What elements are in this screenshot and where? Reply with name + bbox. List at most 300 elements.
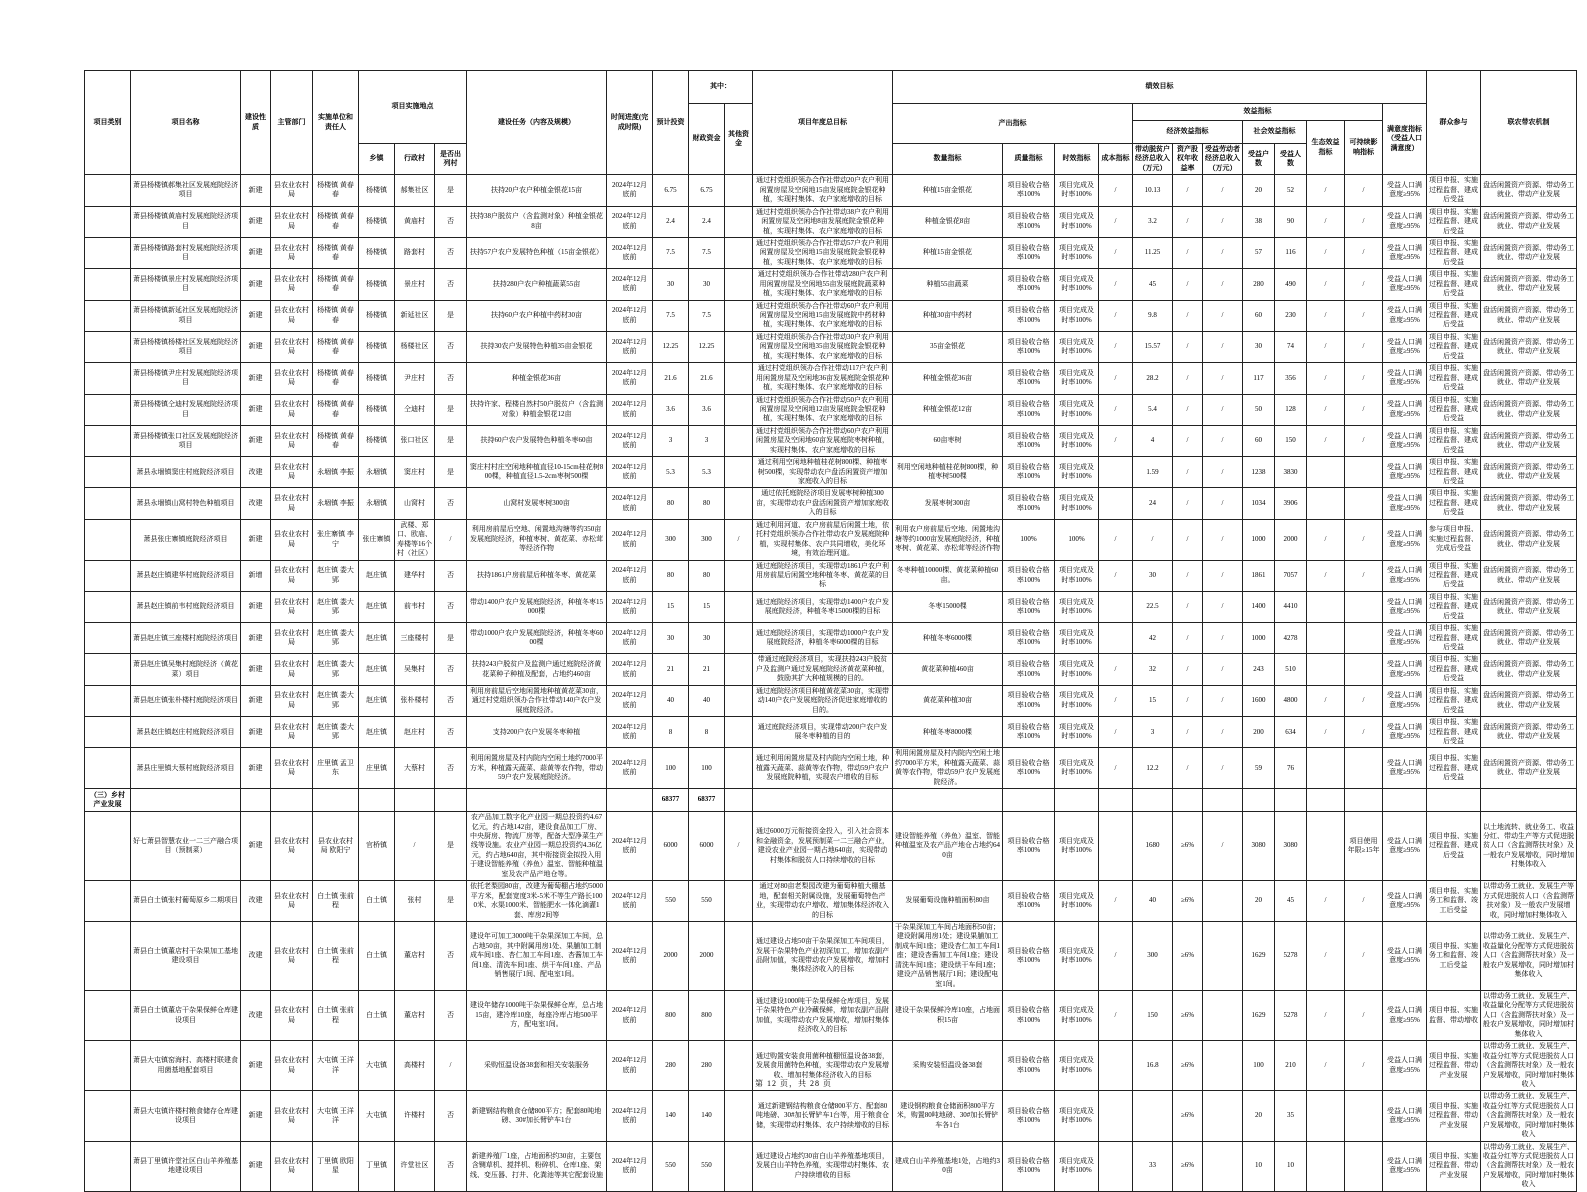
table-cell: 800 [653,991,689,1041]
table-cell: 县农业农村局 [271,591,313,622]
table-cell: 通过建设占地50亩干杂果深加工车间项目，发展干杂果特色产业初深加工，增加农副产品附加值，实现带动农户发展增收，增加村集体经济收入的目标 [753,921,893,990]
table-cell: / [1173,206,1203,237]
table-cell: 新建 [241,1041,271,1091]
table-cell: 盘活闲置资产资源、带动务工就业、带动产业发展 [1481,331,1577,362]
table-cell [1133,1091,1173,1141]
table-cell [725,717,753,748]
table-cell: 萧县赵庄镇张朴楼村庭院经济项目 [131,685,241,716]
table-cell: 230 [1275,300,1307,331]
table-cell [725,685,753,716]
table-cell [85,394,131,425]
table-cell: 12.25 [689,331,725,362]
table-cell [1307,457,1345,488]
section-row [85,789,1577,812]
table-cell: 盘活闲置资产资源、带动务工就业、带动产业发展 [1481,457,1577,488]
table-cell: / [1345,394,1383,425]
table-cell: 大屯镇 王洋洋 [313,1091,359,1141]
table-row [85,331,1577,362]
table-row [85,560,1577,591]
table-cell: / [1345,921,1383,990]
table-cell: 6.75 [653,175,689,206]
table-cell: 盘活闲置资产资源、带动务工就业、带动产业发展 [1481,717,1577,748]
table-cell: 萧县杨楼镇新延社区发展庭院经济项目 [131,300,241,331]
table-cell: 项目完成及时率100% [1055,1091,1099,1141]
table-cell: / [1099,717,1133,748]
table-cell: 利用闲置房屋及村内院内空闲土地约7000平方米，种植露天蔬菜、蒜黄等农作物，带动59户农户发展庭院经济。 [893,748,1003,789]
table-cell: 盘活闲置资产资源、带动务工就业、带动产业发展 [1481,519,1577,560]
table-cell: 项目完成及时率100% [1055,812,1099,881]
table-cell: 2024年12月底前 [607,921,653,990]
table-cell [1307,591,1345,622]
table-cell: 8 [689,717,725,748]
table-cell: 项目验收合格率100% [1003,654,1055,685]
table-cell: 扶持许家、程楼自然村50户脱贫户（含监测对象）种植金银花12亩 [467,394,607,425]
table-cell [85,717,131,748]
table-cell: 2000 [653,921,689,990]
table-cell: / [1173,237,1203,268]
table-cell: 受益人口满意度≥95% [1383,812,1427,881]
table-cell: 县农业农村局 [271,881,313,922]
table-cell: 4410 [1275,591,1307,622]
table-cell: 10 [1275,1141,1307,1191]
header-cell: 受益劳动者经济总收入（万元） [1203,144,1243,175]
table-cell: 杨楼镇 黄春春 [313,425,359,456]
table-cell: / [1307,717,1345,748]
table-cell: 项目验收合格率100% [1003,560,1055,591]
table-cell [1307,748,1345,789]
table-cell: 盘活闲置资产资源、带动务工就业、带动产业发展 [1481,300,1577,331]
table-cell [1133,789,1173,812]
table-cell: 扶持38户脱贫户（含监测对象）种植金银花8亩 [467,206,607,237]
header-cell: 时效指标 [1055,144,1099,175]
table-cell: 赵庄镇 娄大郢 [313,717,359,748]
table-cell: 5.3 [689,457,725,488]
table-cell: / [1203,591,1243,622]
header-cell: 受益户数 [1243,144,1275,175]
table-cell: 赵庄镇 [359,591,395,622]
table-cell: 项目完成及时率100% [1055,488,1099,519]
table-cell: 县农业农村局 [271,812,313,881]
table-row [85,685,1577,716]
table-cell: 2024年12月底前 [607,748,653,789]
table-cell [85,748,131,789]
table-cell: 项目申报、实施过程监督、建成后受益 [1427,717,1481,748]
table-cell: 7.5 [653,300,689,331]
table-cell: / [1345,560,1383,591]
table-cell: 3830 [1275,457,1307,488]
table-cell: 是 [435,812,467,881]
table-cell: 建设钢构粮食仓储面积800平方米，购置80吨地磅、30#加长臂铲车各1台 [893,1091,1003,1141]
table-cell: 300 [653,519,689,560]
table-cell: 受益人口满意度≥95% [1383,519,1427,560]
table-cell [241,789,271,812]
table-cell: 2024年12月底前 [607,457,653,488]
table-cell: 4278 [1275,623,1307,654]
table-cell: 通过庭院经济项目，实现带动1861户农户利用房前屋后闲置空地种植冬枣、黄花菜的目标 [753,560,893,591]
table-cell: 利用房前屋后空地闲置地种植黄花菜30亩，通过村党组织领办合作社带动140户农户发展庭院经济。 [467,685,607,716]
table-cell: / [1307,175,1345,206]
table-cell: 杨楼镇 黄春春 [313,394,359,425]
table-row [85,991,1577,1041]
table-cell: 窦庄村 [395,457,435,488]
header-cell: 预计投资 [653,71,689,175]
table-cell: 赵庄镇 娄大郢 [313,591,359,622]
table-cell: / [1203,269,1243,300]
table-cell: 否 [435,269,467,300]
table-cell: 新建 [241,717,271,748]
page-footer: 第 12 页，共 28 页 [755,1079,832,1088]
table-cell: / [725,519,753,560]
table-cell: 杨楼镇 [359,331,395,362]
header-cell: 资产股权年收益率 [1173,144,1203,175]
table-cell: / [1203,331,1243,362]
table-cell: / [1345,991,1383,1041]
table-cell: 冬枣15000棵 [893,591,1003,622]
table-cell: 县农业农村局 [271,488,313,519]
table-cell: 1.59 [1133,457,1173,488]
table-cell: / [1099,394,1133,425]
table-cell: / [1099,206,1133,237]
table-cell: 扶持20户农户种植金银花15亩 [467,175,607,206]
table-cell: 路套村 [395,237,435,268]
table-cell: 项目申报、实施过程监督、建成后受益 [1427,300,1481,331]
table-cell: 80 [689,560,725,591]
table-cell: 7.5 [653,237,689,268]
table-cell: 200 [1243,717,1275,748]
table-cell: / [1345,881,1383,922]
table-cell: 项目完成及时率100% [1055,921,1099,990]
table-cell: 改建 [241,881,271,922]
table-cell [85,331,131,362]
table-cell: 5.4 [1133,394,1173,425]
header-cell: 社会效益指标 [1243,121,1307,144]
table-cell [1003,789,1055,812]
table-cell: 20 [1243,881,1275,922]
table-cell: 县农业农村局 [271,519,313,560]
table-cell: 项目完成及时率100% [1055,363,1099,394]
table-cell: 永堌镇 李振 [313,488,359,519]
table-cell: 15.57 [1133,331,1173,362]
table-cell: 建设年储存1000吨干杂果保鲜仓库，总占地15亩，建冷库10座，每座冷库占地500平方，配电室1间。 [467,991,607,1041]
table-cell: / [1345,717,1383,748]
table-cell: 白土镇 [359,881,395,922]
table-cell: 3 [689,425,725,456]
table-cell [1099,457,1133,488]
table-cell: 受益人口满意度≥95% [1383,331,1427,362]
table-cell: / [1203,237,1243,268]
table-cell: 117 [1243,363,1275,394]
table-cell: 萧县大屯镇窑海村、高楼村联建食用菌基地配套项目 [131,1041,241,1091]
table-cell: / [1099,881,1133,922]
table-cell: 萧县白土镇董店干杂果保鲜仓库建设项目 [131,991,241,1041]
table-cell: 项目完成及时率100% [1055,425,1099,456]
table-cell: 盘活闲置资产资源、带动务工就业、带动产业发展 [1481,623,1577,654]
table-cell: 县农业农村局 [271,991,313,1041]
table-cell: 赵庄镇 [359,685,395,716]
table-cell [893,789,1003,812]
table-cell: 356 [1275,363,1307,394]
table-cell: 山窝村发展枣树300亩 [467,488,607,519]
header-cell: 主管部门 [271,71,313,175]
table-cell: 新建 [241,237,271,268]
table-cell: 通过村党组织领办合作社带动20户农户利用闲置房屋及空闲地15亩发展庭院金银花种植，实现村集体、农户家庭增收的目标 [753,175,893,206]
table-cell: / [1099,300,1133,331]
table-cell: （三）乡村产业发展 [85,789,131,812]
table-cell: 2024年12月底前 [607,881,653,922]
table-cell: / [1173,175,1203,206]
table-row [85,206,1577,237]
table-cell: 县农业农村局 [271,560,313,591]
table-cell: 项目申报、实施过程监督、建成后受益 [1427,591,1481,622]
table-cell [725,425,753,456]
table-cell: / [1203,748,1243,789]
table-cell: 550 [689,1141,725,1191]
table-row [85,457,1577,488]
table-cell: 项目验收合格率100% [1003,237,1055,268]
table-cell: 官桥镇 [359,812,395,881]
table-cell: 15 [653,591,689,622]
table-cell: 丁里镇 [359,1141,395,1191]
table-cell: 新建 [241,685,271,716]
table-cell [85,519,131,560]
table-cell: 否 [435,206,467,237]
table-cell [725,457,753,488]
table-cell: 种植55亩蔬菜 [893,269,1003,300]
table-cell: 15 [1133,685,1173,716]
table-cell: 新建 [241,1091,271,1141]
table-cell: / [1173,457,1203,488]
table-cell: 赵庄镇 [359,623,395,654]
table-cell: / [1345,685,1383,716]
table-cell: 项目完成及时率100% [1055,1041,1099,1091]
table-cell: 受益人口满意度≥95% [1383,363,1427,394]
table-cell: 210 [1275,1041,1307,1091]
table-cell: 县农业农村局 [271,206,313,237]
table-cell: 改建 [241,921,271,990]
header-cell: 带动脱贫户经济总收入（万元） [1133,144,1173,175]
table-cell: 受益人口满意度≥95% [1383,748,1427,789]
table-cell: / [1099,175,1133,206]
table-cell: 510 [1275,654,1307,685]
table-cell: 60亩枣树 [893,425,1003,456]
header-cell: 建设任务（内容及规模） [467,71,607,175]
table-cell: / [1173,685,1203,716]
table-cell: 盘活闲置资产资源、带动务工就业、带动产业发展 [1481,685,1577,716]
header-cell: 乡镇 [359,144,395,175]
table-cell: 项目完成及时率100% [1055,560,1099,591]
table-cell [1173,789,1203,812]
table-cell: 盘活闲置资产资源、带动务工就业、带动产业发展 [1481,748,1577,789]
table-cell: / [1173,394,1203,425]
table-cell: 40 [1133,881,1173,922]
table-cell: / [1307,991,1345,1041]
table-cell: 3080 [1275,812,1307,881]
table-cell: 项目申报、实施过程监督、建成后受益 [1427,812,1481,881]
table-cell: 1680 [1133,812,1173,881]
table-cell [1243,789,1275,812]
table-cell: 项目验收合格率100% [1003,1041,1055,1091]
project-performance-table [84,70,1577,1192]
table-cell: 白土镇 张前程 [313,881,359,922]
table-cell: 1629 [1243,921,1275,990]
table-cell: ≥6% [1173,991,1203,1041]
table-cell: 2024年12月底前 [607,991,653,1041]
table-cell: 杨楼社区 [395,331,435,362]
table-cell: 大屯镇 王洋洋 [313,1041,359,1091]
table-cell: 100% [1003,519,1055,560]
table-cell: 利用农户房前屋后空地、闲置地沟塘等约1000亩发展庭院经济，种植枣树、黄花菜、赤松茸等经济作物 [893,519,1003,560]
table-cell [1345,1141,1383,1191]
header-cell: 项目年度总目标 [753,71,893,175]
table-cell: / [1173,654,1203,685]
table-cell: 4800 [1275,685,1307,716]
table-cell: 7.5 [689,300,725,331]
table-cell: 通过村党组织领办合作社带动60户农户利用闲置房屋及空闲地15亩发展庭院中药材种植，实现村集体、农户家庭增收的目标 [753,300,893,331]
table-cell [725,206,753,237]
table-cell [1307,812,1345,881]
table-cell: 通过村党组织领办合作社带动50户农户利用闲置房屋及空闲地12亩发展庭院金银花种植，实现村集体、农户家庭增收的目标 [753,394,893,425]
table-cell: 项目验收合格率100% [1003,881,1055,922]
table-cell: 2024年12月底前 [607,269,653,300]
table-cell: 黄花菜种植30亩 [893,685,1003,716]
table-cell: 大蔡村 [395,748,435,789]
table-cell: 项目验收合格率100% [1003,488,1055,519]
table-cell: / [1345,331,1383,362]
table-cell: / [1307,300,1345,331]
table-cell: 受益人口满意度≥95% [1383,654,1427,685]
table-cell: 萧县赵庄镇三座楼村庭院经济项目 [131,623,241,654]
table-cell: 县农业农村局 [271,363,313,394]
table-cell: 否 [435,1141,467,1191]
table-cell: 萧县永堌镇山窝村特色种植项目 [131,488,241,519]
table-cell: 通过村党组织领办合作社带动280户农户利用闲置房屋及空闲地55亩发展庭院蔬菜种植，实现村集体、农户家庭增收的目标 [753,269,893,300]
table-cell: 项目验收合格率100% [1003,300,1055,331]
table-cell: / [1307,269,1345,300]
header-cell: 产出指标 [893,104,1133,144]
table-cell: 项目验收合格率100% [1003,1141,1055,1191]
table-cell: 萧县庄里镇大蔡村庭院经济项目 [131,748,241,789]
table-cell: 30 [1133,560,1173,591]
table-cell: 盘活闲置资产资源、带动务工就业、带动产业发展 [1481,394,1577,425]
table-cell: 黄庙村 [395,206,435,237]
table-cell: 是 [435,425,467,456]
table-cell: 盘活闲置资产资源、带动务工就业、带动产业发展 [1481,363,1577,394]
table-cell: 2024年12月底前 [607,685,653,716]
table-cell: 否 [435,717,467,748]
table-cell: 庄里镇 [359,748,395,789]
table-cell: 80 [689,488,725,519]
table-cell: 是 [435,300,467,331]
table-cell: / [1099,991,1133,1041]
table-cell: 县农业农村局 [271,300,313,331]
table-cell [725,654,753,685]
table-cell: 项目完成及时率100% [1055,175,1099,206]
table-cell: 好七萧县智慧农业一二三产融合项目（预制菜） [131,812,241,881]
table-cell: 种植15亩金银花 [893,175,1003,206]
table-cell: / [1099,331,1133,362]
table-cell: 项目完成及时率100% [1055,300,1099,331]
table-cell: / [1203,488,1243,519]
table-cell: 3.6 [689,394,725,425]
table-cell: 扶持280户农户种植蔬菜55亩 [467,269,607,300]
table-cell: 80 [653,560,689,591]
table-cell: 受益人口满意度≥95% [1383,425,1427,456]
table-cell: 新建养殖厂1座，占地面积约30亩，主要包含铡草机、搅拌机、粉碎机、仓库1座、架线、变压器、打井、化粪池等其它配套设施 [467,1141,607,1191]
table-cell: 杨楼镇 [359,394,395,425]
table-cell: 通过建设1000吨干杂果保鲜仓库项目，发展干杂果特色产业冷藏保鲜，增加农副产品附加值，实现带动农户发展增收，增加村集体经济收入的目标 [753,991,893,1041]
table-cell: 2024年12月底前 [607,623,653,654]
table-cell: 采购安装恒温设备38套 [893,1041,1003,1091]
table-cell: 2024年12月底前 [607,654,653,685]
table-cell: 60 [1243,300,1275,331]
header-cell: 群众参与 [1427,71,1481,175]
table-cell: 300 [689,519,725,560]
table-cell [1099,591,1133,622]
table-cell: 68377 [653,789,689,812]
table-cell: 新建 [241,812,271,881]
table-cell: / [1307,394,1345,425]
table-cell: 35亩金银花 [893,331,1003,362]
table-cell: 大屯镇 [359,1041,395,1091]
table-cell: 张朴楼村 [395,685,435,716]
table-cell: 项目申报、实施务工和监督、竣工后受益 [1427,921,1481,990]
table-cell: 萧县杨楼镇张口社区发展庭院经济项目 [131,425,241,456]
table-cell [1099,1091,1133,1141]
table-cell [85,1141,131,1191]
header-cell: 项目名称 [131,71,241,175]
table-cell: 永堌镇 [359,457,395,488]
table-cell: 2024年12月底前 [607,812,653,881]
table-cell [85,623,131,654]
table-cell: 项目申报、实施过程监督、建成后受益 [1427,394,1481,425]
table-cell: / [1099,363,1133,394]
table-cell: 以带动务工就业、发展生产、收益量化分配等方式促进脱贫人口（含监测帮扶对象）及一般农户发展增收，同时增加村集体收入 [1481,921,1577,990]
table-cell: 杨楼镇 黄春春 [313,237,359,268]
table-cell: 57 [1243,237,1275,268]
table-cell: 萧县杨楼镇黄庙村发展庭院经济项目 [131,206,241,237]
table-row [85,363,1577,394]
table-cell: 项目申报、实施过程监督、建成后受益 [1427,457,1481,488]
table-cell: 县农业农村局 [271,425,313,456]
table-cell: 2.4 [653,206,689,237]
table-cell [1307,789,1345,812]
table-cell: 县农业农村局 [271,1091,313,1141]
table-cell [1203,789,1243,812]
table-cell: 庄里镇 孟卫东 [313,748,359,789]
table-cell: 通过村党组织领办合作社带动57户农户利用闲置房屋及空闲地15亩发展庭院金银花种植，实现村集体、农户家庭增收的目标 [753,237,893,268]
table-cell: / [1203,717,1243,748]
table-cell: 受益人口满意度≥95% [1383,591,1427,622]
table-cell: / [1099,654,1133,685]
table-cell: 新建 [241,175,271,206]
table-cell: 扶持60户农户种植中药材30亩 [467,300,607,331]
table-cell: 20 [1243,1091,1275,1141]
table-cell: 新建 [241,425,271,456]
table-cell [725,1091,753,1141]
header-cell: 成本指标 [1099,144,1133,175]
table-cell: 100% [1055,519,1099,560]
table-cell: 76 [1275,748,1307,789]
table-cell: 新增 [241,560,271,591]
table-cell: 干杂果深加工车间占地面积50亩；建设附属用房1处；建设果脯加工制成车间1座；建设杏仁加工车间1座；建设杏酱加工车间1座；建设清洗车间1座；建设烘干车间1座；建设产品销售展厅1间；建设配电室1间。 [893,921,1003,990]
table-cell: 以带动务工就业、发展生产等方式促进脱贫人口（含监测帮扶对象）及一般农户发展增收，同时增加村集体收入 [1481,881,1577,922]
table-cell: 带动1000户农户发展庭院经济，种植冬枣6000棵 [467,623,607,654]
table-cell: 550 [653,881,689,922]
table-cell: 前韦村 [395,591,435,622]
table-cell: 59 [1243,748,1275,789]
table-cell: / [1173,623,1203,654]
table-cell [725,881,753,922]
